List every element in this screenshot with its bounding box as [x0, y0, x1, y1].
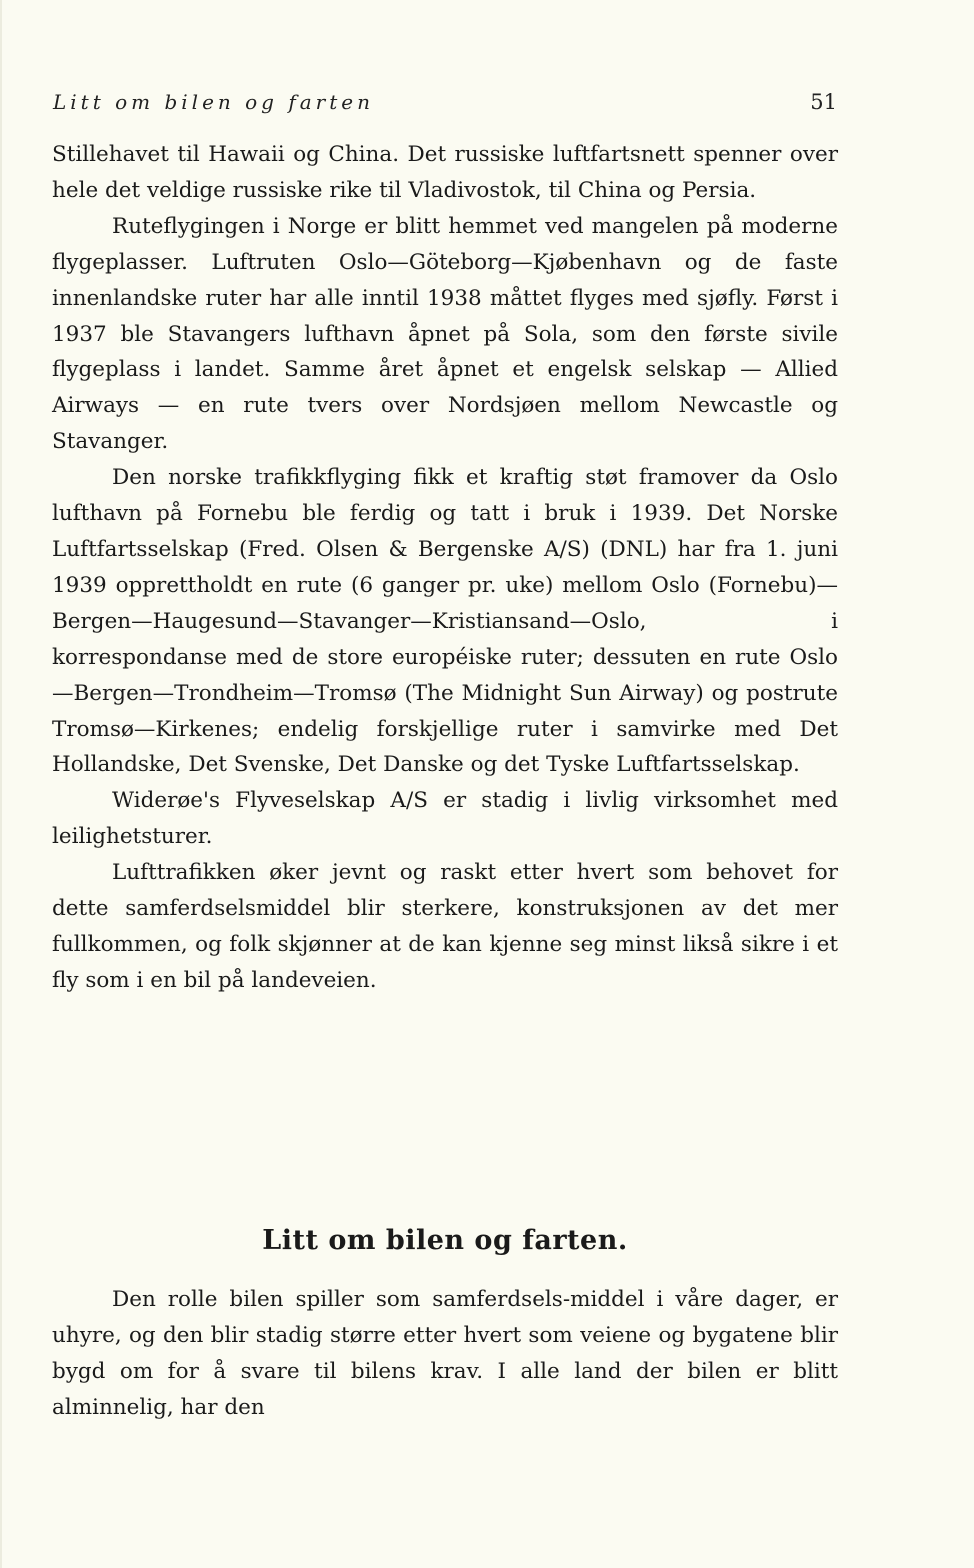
body-text: [52, 137, 838, 999]
section-body-text: [52, 1282, 838, 1426]
section-heading: Litt om bilen og farten.: [262, 1225, 628, 1256]
running-head: [53, 87, 839, 117]
paragraph-air-traffic: Lufttrafikken øker jevnt og raskt etter hvert som behovet for dette samferdselsmiddel blir sterkere, konstruksjonen av det mer fullkommen, og folk skjønner at de kan kjenne seg minst likså sikre i et fly som i en bil på landeveien.: [52, 860, 838, 993]
paragraph-traffic-flying: Den norske trafikkflyging fikk et kraftig støt framover da Oslo lufthavn på Fornebu ble ferdig og tatt i bruk i 1939. Det Norske Luftfartsselskap (Fred. Olsen & Bergenske A/S) (DNL) har fra 1. juni 1939 opprettholdt en rute (6 ganger pr. uke) mellom Oslo (Fornebu)—Bergen—Haugesund—Stavanger—Kristiansand—Oslo, i korrespondanse med de store européiske ruter; dessuten en rute Oslo—Bergen—Trondheim—Tromsø (The Midnight Sun Airway) og postrute Tromsø—Kirkenes; endelig forskjellige ruter i samvirke med Det Hollandske, Det Svenske, Det Danske og det Tyske Luftfartsselskap.: [52, 465, 838, 778]
paragraph-wideroe: Widerøe's Flyveselskap A/S er stadig i livlig virksomhet med leilighetsturer.: [52, 788, 838, 850]
paragraph-car-role: Den rolle bilen spiller som samferdsels-middel i våre dager, er uhyre, og den blir stadig større etter hvert som veiene og bygatene blir bygd om for å svare til bilens krav. I alle land der bilen er blitt alminnelig, har den: [52, 1287, 838, 1420]
paragraph-route-flying: Ruteflygingen i Norge er blitt hemmet ved mangelen på moderne flygeplasser. Luftruten Oslo—Göteborg—Kjøbenhavn og de faste innenlandske ruter har alle inntil 1938 måttet flyges med sjøfly. Først i 1937 ble Stavangers lufthavn åpnet på Sola, som den første sivile flygeplass i landet. Samme året åpnet et engelsk selskap — Allied Airways — en rute tvers over Nordsjøen mellom Newcastle og Stavanger.: [52, 213, 838, 455]
page-number: 51: [810, 90, 837, 114]
paragraph-continuation: Stillehavet til Hawaii og China. Det russiske luftfartsnett spenner over hele det veldige russiske rike til Vladivostok, til China og Persia.: [52, 142, 838, 203]
running-title: Litt om bilen og farten: [53, 90, 374, 114]
